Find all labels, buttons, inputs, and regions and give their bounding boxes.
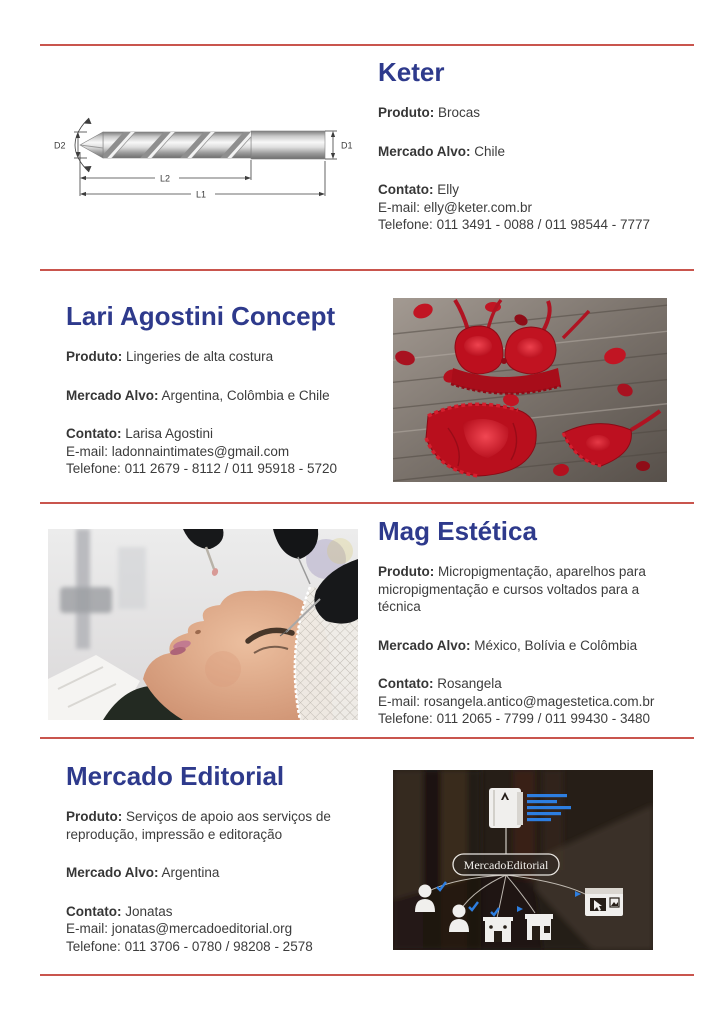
book-icon bbox=[489, 788, 523, 828]
lingerie-photo bbox=[393, 298, 667, 482]
contact-block bbox=[378, 181, 680, 234]
company-title: Mag Estética bbox=[378, 516, 537, 546]
email-label: E-mail: bbox=[378, 693, 421, 709]
mercado-row bbox=[66, 387, 368, 405]
produto-label: Produto: bbox=[378, 564, 435, 579]
produto-value: Micropigmentação, aparelhos para micropigmentação e cursos voltados para a técnica bbox=[378, 564, 646, 614]
telefone-label: Telefone: bbox=[378, 711, 433, 726]
red-lingerie-illustration bbox=[393, 298, 667, 482]
divider-line bbox=[40, 737, 694, 739]
mercado-value: Argentina, Colômbia e Chile bbox=[161, 387, 330, 403]
distribution-diagram bbox=[393, 770, 653, 950]
contato-value: Larisa Agostini bbox=[125, 426, 214, 441]
mercado-label: Mercado Alvo: bbox=[66, 387, 159, 403]
produto-row bbox=[378, 563, 680, 616]
produto-row bbox=[66, 348, 368, 366]
mercado-label: Mercado Alvo: bbox=[378, 143, 471, 159]
produto-label: Produto: bbox=[66, 349, 123, 364]
contact-block bbox=[378, 675, 680, 728]
produto-label: Produto: bbox=[378, 105, 435, 120]
mercado-row bbox=[378, 637, 680, 655]
section-lari-agostini bbox=[66, 301, 368, 478]
contato-value: Elly bbox=[437, 182, 460, 197]
section-mag-estetica bbox=[378, 516, 680, 728]
produto-value: Lingeries de alta costura bbox=[126, 349, 274, 364]
email-value: rosangela.antico@magestetica.com.br bbox=[423, 693, 655, 709]
telefone-label: Telefone: bbox=[378, 217, 433, 232]
label-l1: L1 bbox=[196, 189, 207, 200]
email-label: E-mail: bbox=[378, 199, 421, 215]
telefone-label: Telefone: bbox=[66, 938, 121, 954]
section-keter bbox=[378, 57, 680, 234]
drill-shank bbox=[251, 131, 325, 159]
browser-window-icon bbox=[585, 888, 623, 916]
mercado-value: México, Bolívia e Colômbia bbox=[474, 637, 638, 653]
telefone-value: 011 3706 - 0780 / 98208 - 2578 bbox=[124, 938, 313, 954]
hub-label: MercadoEditorial bbox=[463, 858, 549, 872]
contact-block bbox=[66, 425, 368, 478]
drill-bit-diagram bbox=[53, 112, 358, 202]
store-icon bbox=[525, 914, 553, 940]
contato-value: Jonatas bbox=[125, 903, 173, 919]
email-value: ladonnaintimates@gmail.com bbox=[111, 443, 290, 459]
produto-row bbox=[378, 104, 680, 122]
mercado-value: Chile bbox=[474, 143, 506, 159]
contato-value: Rosangela bbox=[437, 676, 502, 691]
produto-value: Brocas bbox=[438, 105, 481, 120]
email-value: elly@keter.com.br bbox=[423, 199, 533, 215]
contato-label: Contato: bbox=[66, 903, 122, 919]
mercado-editorial-diagram-image bbox=[393, 770, 653, 950]
contato-label: Contato: bbox=[66, 426, 122, 441]
micropigmentation-illustration bbox=[48, 529, 358, 720]
divider-line bbox=[40, 502, 694, 504]
telefone-label: Telefone: bbox=[66, 461, 121, 476]
telefone-value: 011 3491 - 0088 / 011 98544 - 7777 bbox=[436, 217, 650, 232]
company-title: Keter bbox=[378, 57, 445, 87]
email-label: E-mail: bbox=[66, 921, 109, 936]
section-mercado-editorial bbox=[66, 761, 368, 955]
produto-row bbox=[66, 808, 368, 843]
divider-line bbox=[40, 974, 694, 976]
mercado-row bbox=[66, 864, 368, 882]
company-title: Lari Agostini Concept bbox=[66, 301, 336, 331]
mercado-label: Mercado Alvo: bbox=[66, 865, 159, 880]
label-d1: D1 bbox=[341, 140, 353, 151]
mercado-label: Mercado Alvo: bbox=[378, 637, 471, 653]
company-title: Mercado Editorial bbox=[66, 761, 285, 791]
mercado-row bbox=[378, 143, 680, 161]
telefone-value: 011 2065 - 7799 / 011 99430 - 3480 bbox=[436, 711, 650, 726]
email-label: E-mail: bbox=[66, 443, 109, 459]
contato-label: Contato: bbox=[378, 676, 434, 691]
label-d2: D2 bbox=[54, 140, 66, 151]
produto-label: Produto: bbox=[66, 809, 123, 824]
divider-line bbox=[40, 269, 694, 271]
produto-value: Serviços de apoio aos serviços de reprodução, impressão e editoração bbox=[66, 809, 331, 842]
label-l2: L2 bbox=[160, 173, 171, 184]
telefone-value: 011 2679 - 8112 / 011 95918 - 5720 bbox=[124, 461, 337, 476]
micropigmentation-photo bbox=[48, 529, 358, 720]
mercado-value: Argentina bbox=[161, 865, 220, 880]
drill-diagram-image bbox=[53, 112, 358, 202]
divider-line bbox=[40, 44, 694, 46]
contact-block bbox=[66, 903, 368, 956]
library-building-icon bbox=[483, 917, 513, 942]
contato-label: Contato: bbox=[378, 182, 434, 197]
email-value: jonatas@mercadoeditorial.org bbox=[111, 921, 293, 936]
